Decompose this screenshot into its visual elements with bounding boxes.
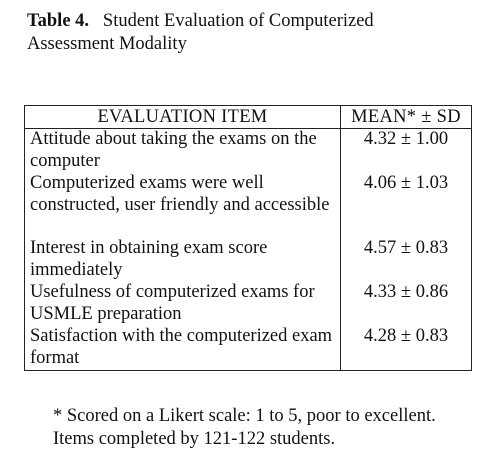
table-row xyxy=(25,129,472,174)
table-row xyxy=(25,282,472,326)
header-mean-sd: MEAN* ± SD xyxy=(341,106,472,129)
evaluation-table xyxy=(24,105,472,371)
header-evaluation-item: EVALUATION ITEM xyxy=(25,106,341,129)
mean-sd-cell: 4.57 ± 0.83 xyxy=(341,238,472,282)
footnote-line-2: Items completed by 121-122 students. xyxy=(53,429,336,449)
table-footnote xyxy=(53,405,483,451)
evaluation-item-cell: Attitude about taking the exams on the computer xyxy=(25,129,341,174)
mean-sd-cell: 4.28 ± 0.83 xyxy=(341,326,472,371)
caption-line-1 xyxy=(27,10,467,33)
table-row xyxy=(25,326,472,371)
mean-sd-cell: 4.06 ± 1.03 xyxy=(341,173,472,238)
mean-sd-cell: 4.33 ± 0.86 xyxy=(341,282,472,326)
mean-sd-cell: 4.32 ± 1.00 xyxy=(341,129,472,174)
table-row xyxy=(25,238,472,282)
caption-line-2: Assessment Modality xyxy=(27,34,187,54)
footnote-line-1: * Scored on a Likert scale: 1 to 5, poor to excellent. xyxy=(53,406,436,426)
evaluation-item-cell: Computerized exams were well constructed, user friendly and accessible xyxy=(25,173,341,238)
evaluation-item-cell: Usefulness of computerized exams for USMLE preparation xyxy=(25,282,341,326)
table-title: Student Evaluation of Computerized xyxy=(102,11,374,31)
evaluation-item-cell: Satisfaction with the computerized exam format xyxy=(25,326,341,371)
table-label: Table 4. xyxy=(27,11,90,31)
header-row xyxy=(25,106,472,129)
evaluation-item-cell: Interest in obtaining exam score immediately xyxy=(25,238,341,282)
table-row xyxy=(25,173,472,238)
table-caption xyxy=(27,10,467,56)
